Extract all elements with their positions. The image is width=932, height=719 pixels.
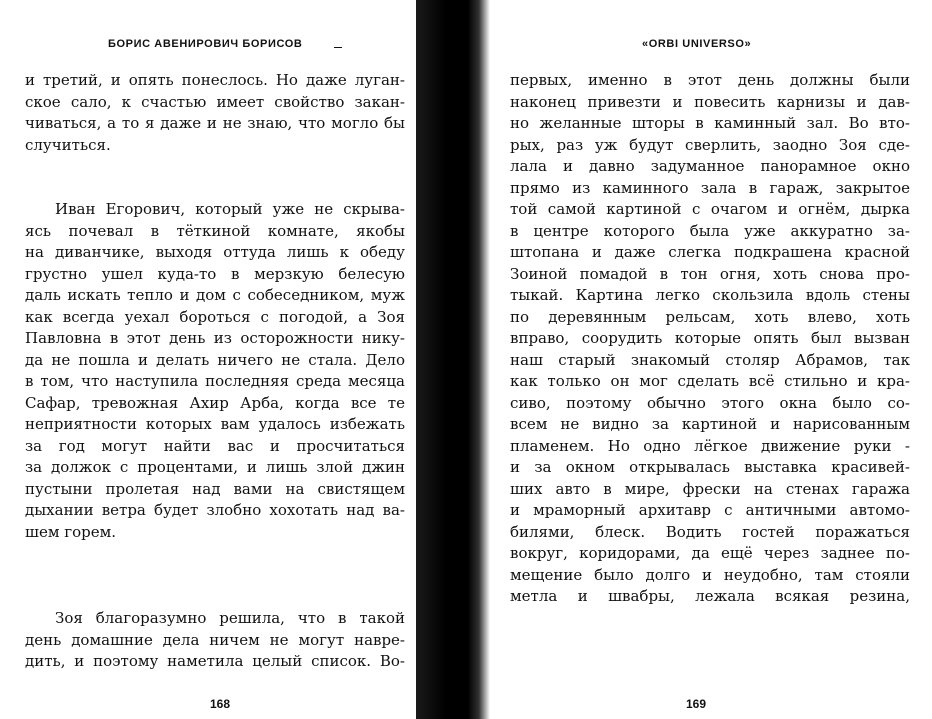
text-line: но желанные шторы в каминный зал. Во вто-: [510, 114, 910, 132]
left-page-number: 168: [210, 697, 231, 711]
text-line: сиво, поэтому обычно этого окна было со-: [510, 393, 910, 412]
left-paragraph-2: [25, 199, 405, 543]
text-line: наш старый знакомый столяр Абрамов, так: [510, 350, 910, 369]
left-paragraph-3: [25, 608, 405, 673]
text-line: случиться.: [25, 135, 111, 154]
text-line: за год могут найти вас и просчитаться: [25, 436, 405, 455]
text-line: мещение было долго и неудобно, там стояли: [510, 565, 910, 584]
text-line: да не пошла и делать ничего не стала. Дело: [25, 350, 405, 369]
text-line: Павловна в этот день из осторожности нику-: [25, 329, 405, 347]
text-line: рых, раз уж будут сверлить, заодно Зоя сде-: [510, 135, 910, 154]
text-line: на диванчике, выходя оттуда лишь к обеду: [25, 243, 405, 261]
text-line: ское сало, к счастью имеет свойство закан-: [25, 92, 405, 111]
text-line: как только он мог сделать всё стильно и кра-: [510, 372, 910, 390]
text-line: как всегда уехал бороться с погодой, а Зоя: [25, 307, 405, 326]
text-line: штопана и даже слегка подкрашена красной: [510, 243, 910, 261]
right-paragraph: [510, 70, 910, 608]
header-dash: [334, 47, 342, 48]
text-line: по деревянным рельсам, хоть влево, хоть: [510, 307, 910, 326]
text-line: ших авто в мире, фрески на стенах гаража: [510, 479, 910, 498]
text-line: метла и швабры, лежала всякая резина,: [510, 587, 910, 605]
text-line: дить, и поэтому наметила целый список. Во-: [25, 652, 405, 670]
text-line: за должок с процентами, и лишь злой джин: [25, 458, 405, 476]
text-line: лала и давно задуманное панорамное окно: [510, 157, 910, 175]
text-line: в том, что наступила последняя среда месяца: [25, 372, 405, 390]
right-running-header: «ORBI UNIVERSO»: [642, 38, 752, 50]
text-line: грустно ушел куда-то в мерзкую белесую: [25, 264, 405, 283]
text-line: той самой картиной с очагом и огнём, дырка: [510, 200, 910, 218]
left-running-header: БОРИС АВЕНИРОВИЧ БОРИСОВ: [108, 38, 303, 50]
text-line: неприятности которых вам удалось избежать: [25, 415, 405, 433]
text-line: всем не видно за картиной и нарисованным: [510, 415, 910, 433]
text-line: дыхании ветра будет злобно хохотать над ва-: [25, 501, 405, 519]
text-line: пламенем. Но одно лёгкое движение руки -: [510, 436, 910, 455]
text-line: наконец привезти и повесить карнизы и дав-: [510, 92, 910, 111]
text-line: и мраморный архитавр с античными автомо-: [510, 501, 910, 519]
text-line: Иван Егорович, который уже не скрыва-: [55, 200, 405, 218]
text-line: вокруг, коридорами, да ещё через заднее по-: [510, 544, 910, 562]
text-line: билями, блеск. Водить гостей поражаться: [510, 522, 910, 541]
text-line: вправо, соорудить которые опять был вызван: [510, 329, 910, 347]
text-line: в центре которого была уже аккуратно за-: [510, 221, 910, 240]
text-line: день домашние дела ничем не могут навре-: [25, 630, 405, 649]
text-line: первых, именно в этот день должны были: [510, 71, 910, 89]
text-line: тыкай. Картина легко скользила вдоль стены: [510, 286, 910, 304]
text-line: пустыни пролетая над вами на свистящем: [25, 479, 405, 498]
text-line: и третий, и опять понеслось. Но даже луган-: [25, 71, 405, 89]
right-page-number: 169: [686, 697, 707, 711]
text-line: и за окном открывалась выставка красивей-: [510, 458, 910, 476]
text-line: Сафар, тревожная Ахир Арба, когда все те: [25, 393, 405, 412]
text-line: Зоиной помадой в тон огня, хоть снова про-: [510, 264, 910, 283]
text-line: шем горем.: [25, 522, 117, 541]
text-line: Зоя благоразумно решила, что в такой: [55, 609, 405, 627]
text-line: даль искать тепло и дом с собеседником, муж: [25, 286, 405, 304]
text-line: прямо из каминного зала в гараж, закрытое: [510, 178, 910, 197]
text-line: чиваться, а то я даже и не знаю, что могло бы: [25, 114, 405, 132]
left-paragraph-1: [25, 70, 405, 156]
text-line: ясь почевал в тёткиной комнате, якобы: [25, 221, 405, 240]
left-page: [0, 0, 418, 719]
right-page: [418, 0, 932, 719]
